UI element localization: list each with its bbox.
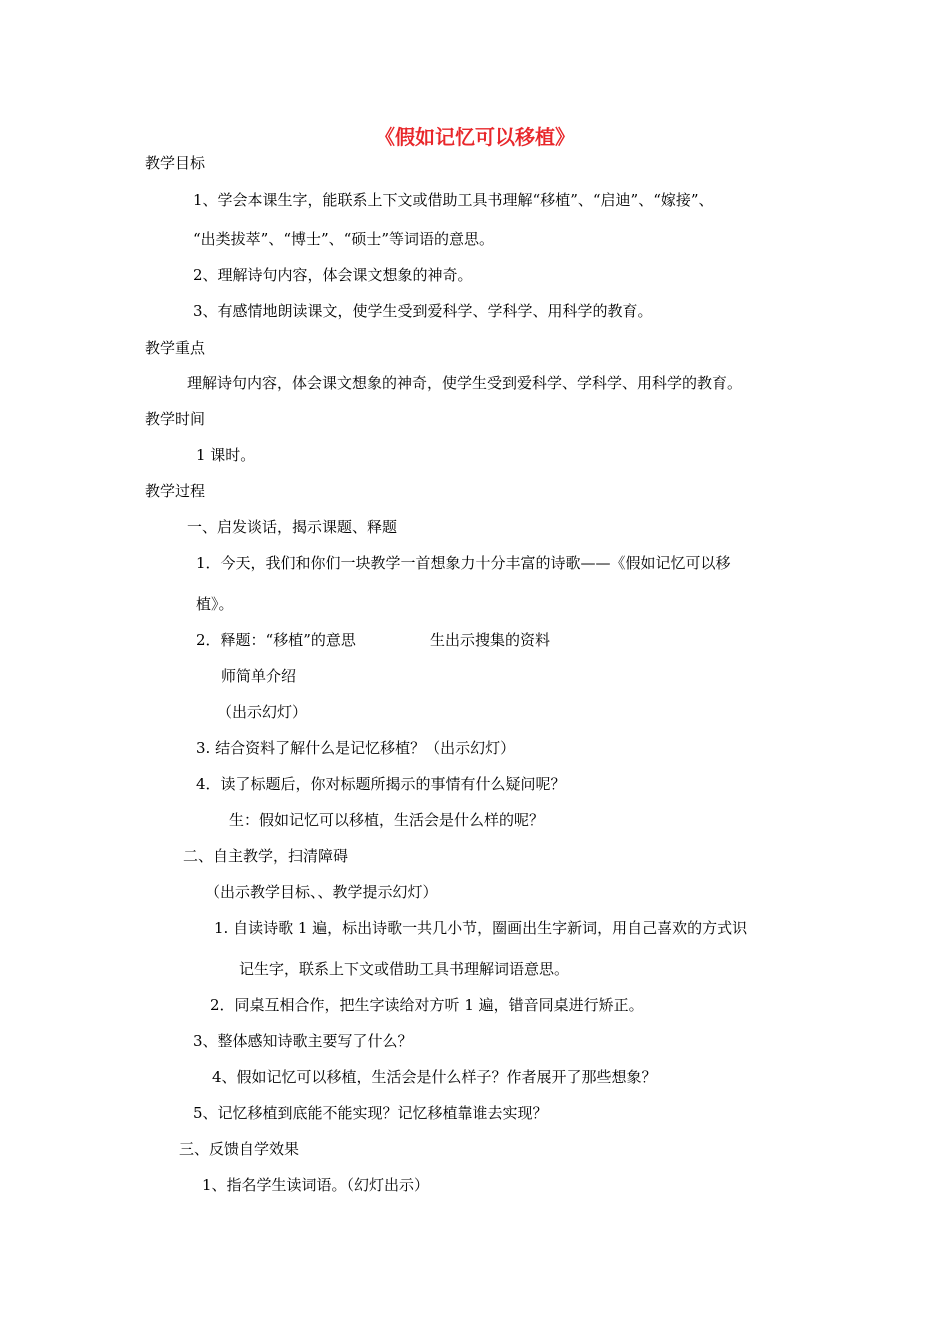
teaching-time-text: 1 课时。 (196, 446, 256, 464)
section-2-slide-note: （出示教学目标、、教学提示幻灯） (205, 883, 438, 901)
section-1-item-1-line-2: 植》。 (196, 595, 234, 613)
section-2-item-5: 5、记忆移植到底能不能实现？记忆移植靠谁去实现？ (193, 1104, 548, 1122)
section-2-item-4: 4、假如记忆可以移植，生活会是什么样子？作者展开了那些想象？ (212, 1068, 657, 1086)
section-2-heading: 二、自主教学，扫清障碍 (183, 847, 349, 865)
objective-1-line-2: “出类拔萃”、“博士”、“硕士”等词语的意思。 (193, 230, 495, 248)
section-3-item-1: 1、指名学生读词语。（幻灯出示） (202, 1176, 430, 1194)
document-title: 《假如记忆可以移植》 (375, 125, 575, 149)
section-2-item-3: 3、整体感知诗歌主要写了什么？ (193, 1032, 413, 1050)
heading-key-points: 教学重点 (145, 339, 206, 357)
heading-teaching-time: 教学时间 (145, 410, 206, 428)
section-1-item-1-line-1: 1．今天，我们和你们一块教学一首想象力十分丰富的诗歌——《假如记忆可以移 (196, 554, 731, 572)
objective-3: 3、有感情地朗读课文，使学生受到爱科学、学科学、用科学的教育。 (193, 302, 653, 320)
section-2-item-1-line-1: 1. 自读诗歌 1 遍，标出诗歌一共几小节，圈画出生字新词，用自己喜欢的方式识 (214, 919, 748, 937)
objective-1-line-1: 1、学会本课生字，能联系上下文或借助工具书理解“移植”、“启迪”、“嫁接”、 (193, 191, 714, 209)
heading-teaching-process: 教学过程 (145, 482, 206, 500)
section-2-item-2: 2．同桌互相合作，把生字读给对方听 1 遍，错音同桌进行矫正。 (210, 996, 644, 1014)
objective-2: 2、理解诗句内容，体会课文想象的神奇。 (193, 266, 473, 284)
section-1-item-2: 2．释题：“移植”的意思 (196, 631, 356, 649)
section-2-item-1-line-2: 记生字，联系上下文或借助工具书理解词语意思。 (239, 960, 570, 978)
section-1-item-3: 3. 结合资料了解什么是记忆移植？（出示幻灯） (196, 739, 516, 757)
section-3-heading: 三、反馈自学效果 (179, 1140, 300, 1158)
section-1-item-4: 4．读了标题后，你对标题所揭示的事情有什么疑问呢？ (196, 775, 566, 793)
key-points-text: 理解诗句内容，体会课文想象的神奇，使学生受到爱科学、学科学、用科学的教育。 (187, 374, 743, 392)
section-1-slide-note: （出示幻灯） (217, 703, 308, 721)
section-1-item-2-student-note: 生出示搜集的资料 (430, 631, 551, 649)
heading-teaching-objectives: 教学目标 (145, 154, 206, 172)
section-1-student-answer: 生：假如记忆可以移植，生活会是什么样的呢？ (229, 811, 545, 829)
section-1-teacher-note: 师简单介绍 (221, 667, 297, 685)
section-1-heading: 一、启发谈话，揭示课题、释题 (187, 518, 398, 536)
